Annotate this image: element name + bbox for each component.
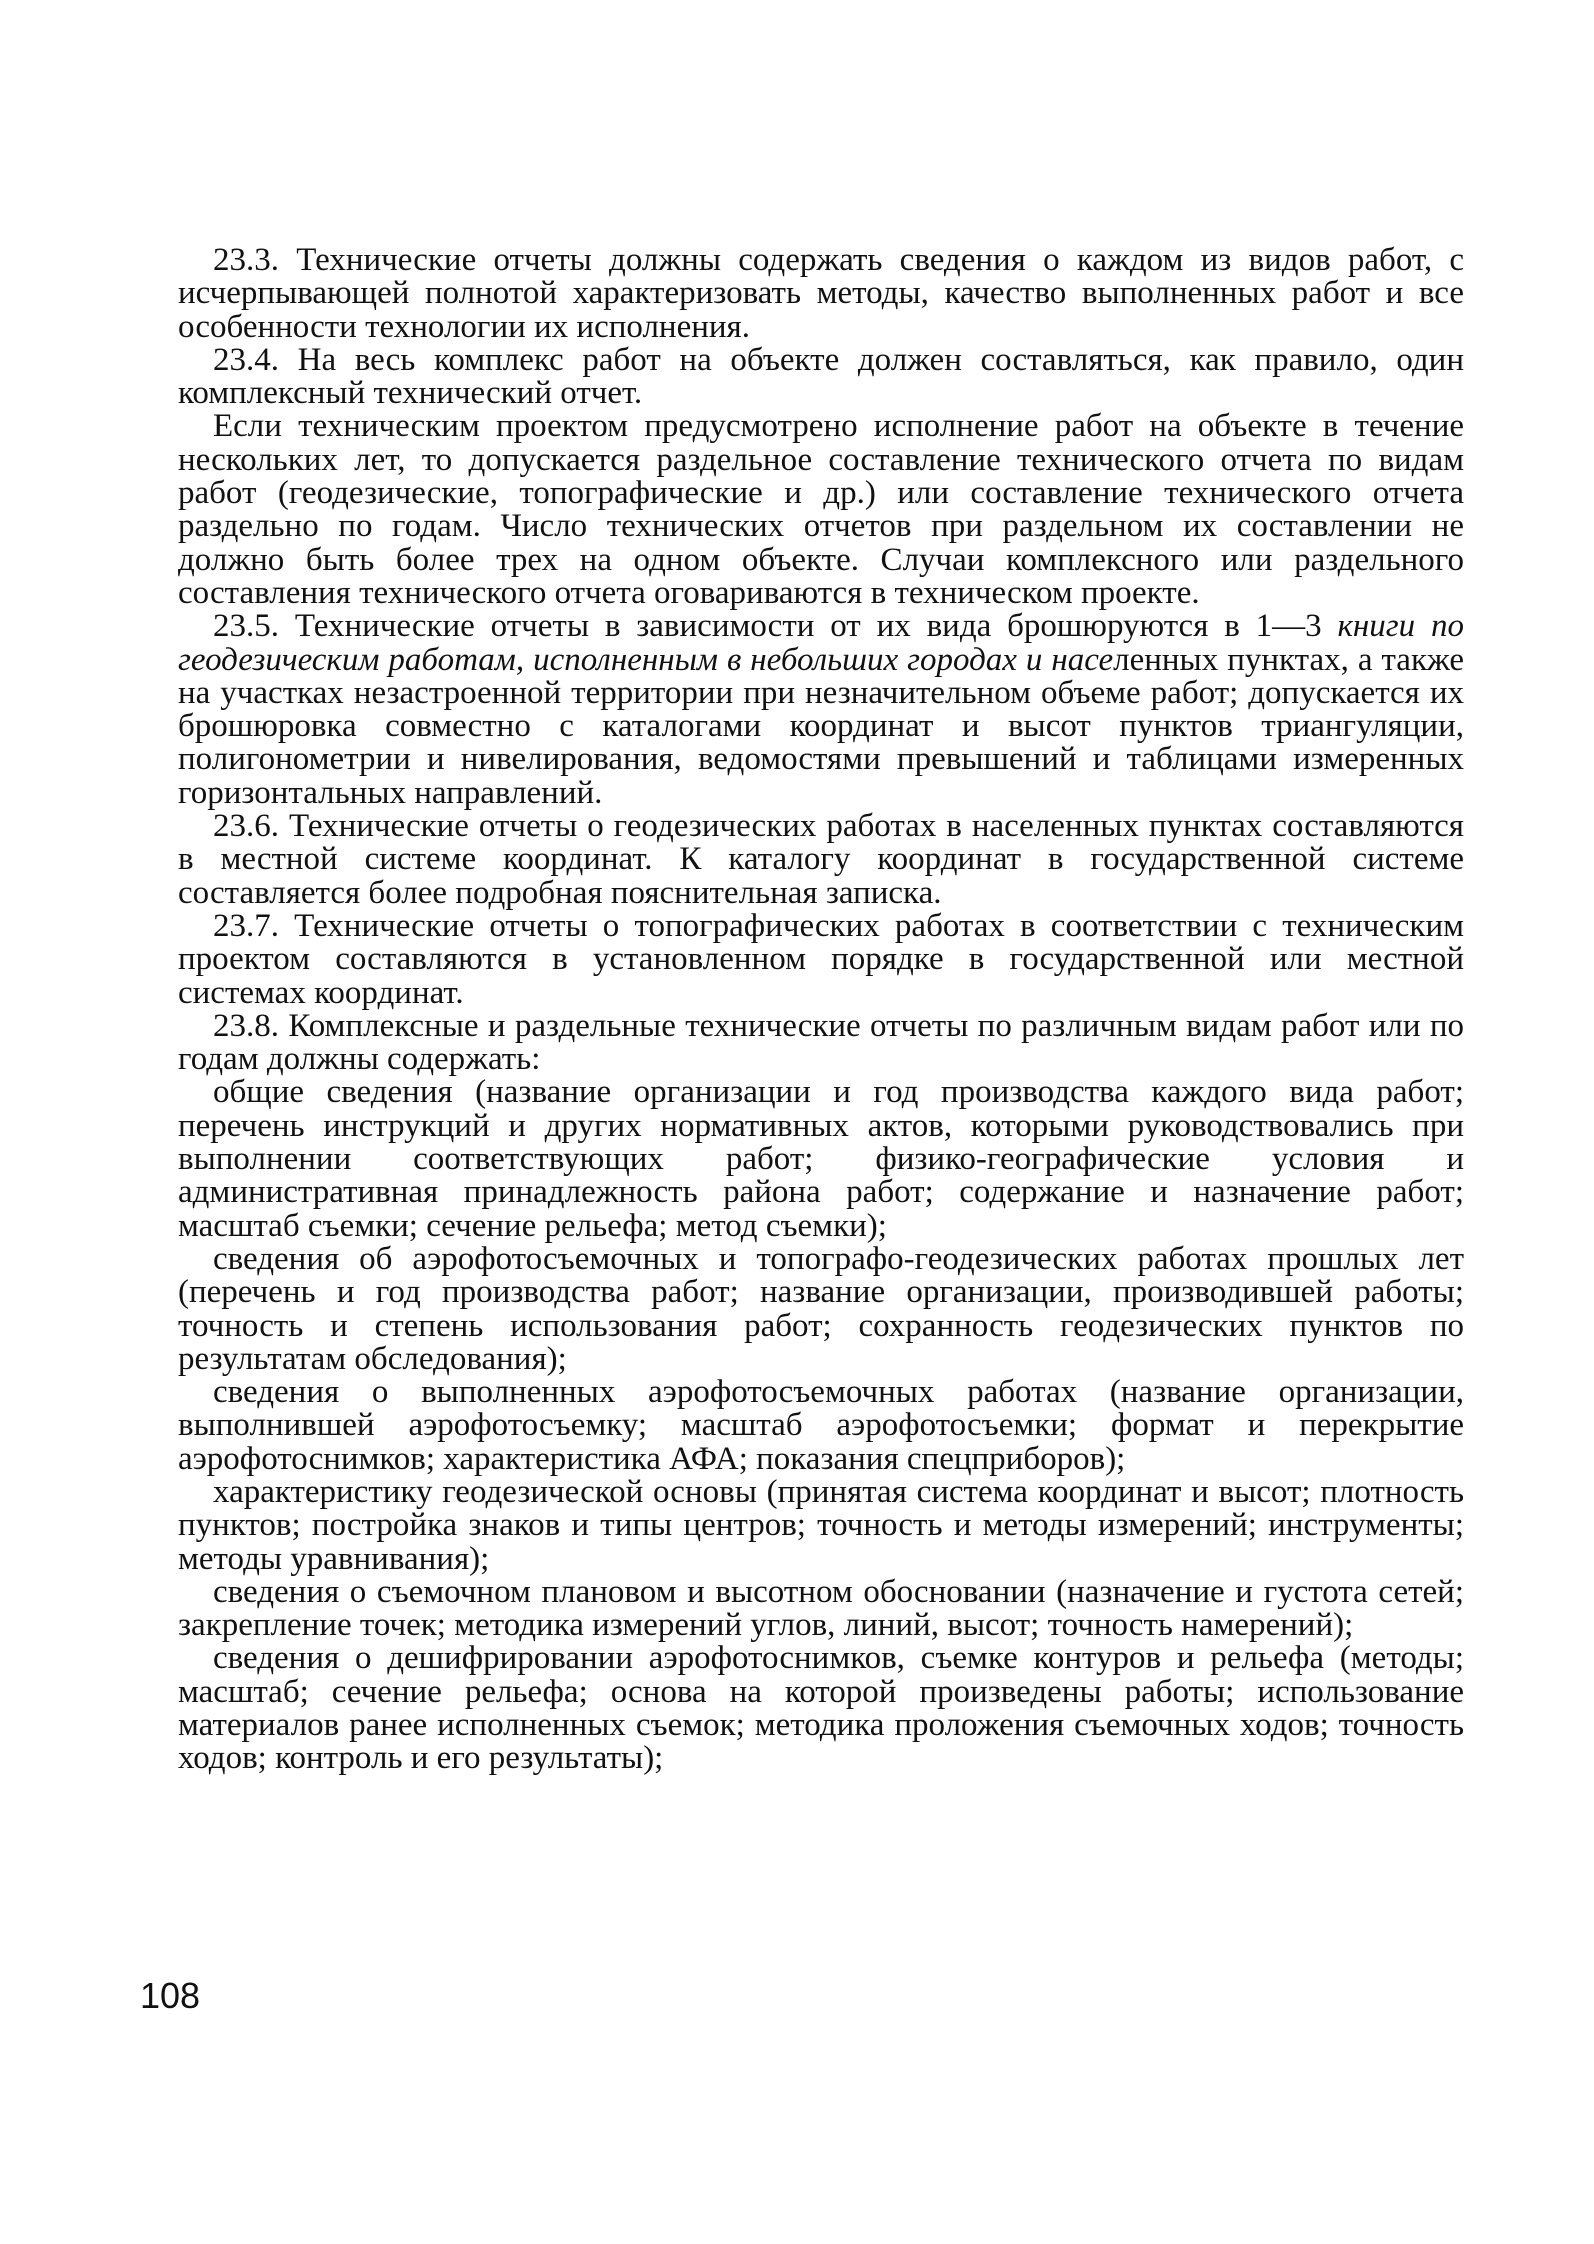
paragraph-23-7: 23.7. Технические отчеты о топографических работах в соответствии с техническим проектом составляются в установленном порядке в государственной или местной системах координат. [178, 907, 1464, 1011]
paragraph-23-3: 23.3. Технические отчеты должны содержать сведения о каждом из видов работ, с исчерпывающей полнотой характеризовать методы, качество выполненных работ и все особенности технологии их исполнения. [178, 242, 1464, 345]
paragraph-23-5-end: ленных пунктах, а также на участках незастроенной территории при незначительном объеме работ; допускается их брошюровка совместно с каталогами координат и высот пунктов триангуляции, полигонометрии и нивелирования, ведомостями превышений и таблицами измеренных горизонтальных направлений. [178, 641, 1464, 811]
paragraph-23-4: 23.4. На весь комплекс работ на объекте должен составляться, как правило, один комплексный технический отчет. [178, 341, 1464, 412]
list-item-past-works: сведения об аэрофотосъемочных и топографо-геодезических работах прошлых лет (перечень и год производства работ; название организации, производившей работы; точность и степень использования работ; сохранность геодезических пунктов по результатам обследования); [178, 1240, 1464, 1377]
list-item-survey-justification: сведения о съемочном плановом и высотном обосновании (назначение и густота сетей; закрепление точек; методика измерений углов, линий, высот; точность намерений); [178, 1573, 1464, 1644]
paragraph-23-6: 23.6. Технические отчеты о геодезических работах в населенных пунктах составляются в местной системе координат. К каталогу координат в государственной системе составляется более подробная пояснительная записка. [178, 808, 1464, 911]
list-item-photo-interpretation: сведения о дешифрировании аэрофотоснимков, съемке контуров и рельефа (методы; масштаб; сечение рельефа; основа на которой произведены работы; использование материалов ранее исполненных съемок; методика проложения съемочных ходов; точность ходов; контроль и его результаты); [178, 1640, 1464, 1777]
paragraph-23-5 [178, 610, 1464, 810]
list-item-general-info: общие сведения (название организации и год производства каждого вида работ; перечень инструкций и других нормативных актов, которыми руководствовались при выполнении соответствующих работ; физико-географические условия и административная принадлежность района работ; содержание и назначение работ; масштаб съемки; сечение рельефа; метод съемки); [178, 1074, 1464, 1244]
list-item-geodetic-base: характеристику геодезической основы (принятая система координат и высот; плотность пунктов; постройка знаков и типы центров; точность и методы измерений; инструменты; методы уравнивания); [178, 1473, 1464, 1577]
list-item-aerial-survey: сведения о выполненных аэрофотосъемочных работах (название организации, выполнившей аэрофотосъемку; масштаб аэрофотосъемки; формат и перекрытие аэрофотоснимков; характеристика АФА; показания спецприборов); [178, 1374, 1464, 1477]
page-number: 108 [140, 1975, 201, 2016]
paragraph-23-8: 23.8. Комплексные и раздельные технические отчеты по различным видам работ или по годам должны содержать: [178, 1007, 1464, 1078]
paragraph-23-5-start: 23.5. Технические отчеты в зависимости от их вида брошюруются в 1—3 [213, 608, 1338, 645]
body-text [178, 244, 1464, 1776]
paragraph-23-4-continuation: Если техническим проектом предусмотрено исполнение работ на объекте в течение нескольких лет, то допускается раздельное составление технического отчета по видам работ (геодезические, топографические и др.) или составление технического отчета раздельно по годам. Число технических отчетов при раздельном их составлении не должно быть более трех на одном объекте. Случаи комплексного или раздельного составления технического отчета оговариваются в техническом проекте. [178, 408, 1464, 611]
paragraph-23-5-italic: книги по геодезическим работам, исполненным в небольших городах и насе [178, 608, 1465, 678]
